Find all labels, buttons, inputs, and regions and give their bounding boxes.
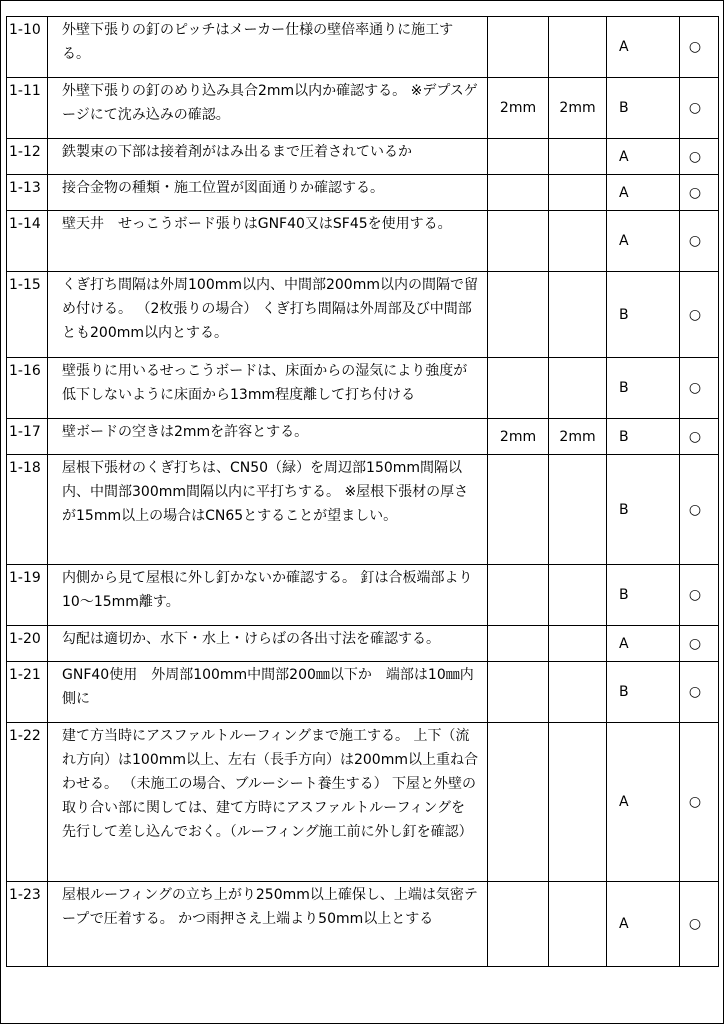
rank-cell-text: A: [619, 916, 629, 932]
table-row: [7, 78, 719, 139]
check-mark: [680, 662, 719, 723]
check-mark-text: ○: [688, 184, 702, 201]
item-description: [48, 17, 488, 78]
measured-value-1: [488, 175, 549, 211]
item-number: [7, 358, 48, 419]
rank-cell: [607, 626, 680, 662]
item-description-text: 内側から見て屋根に外し釘かないか確認する。 釘は合板端部より10～15mm離す。: [62, 570, 473, 610]
table-row: [7, 358, 719, 419]
check-mark-text: ○: [688, 684, 702, 700]
rank-cell: [607, 78, 680, 139]
measured-value-1: [488, 211, 549, 272]
item-description-text: 外壁下張りの釘のめり込み具合2mm以内か確認する。 ※デプスゲージにて沈み込みの確認。: [62, 83, 478, 123]
measured-value-2-text: 2mm: [559, 428, 596, 445]
measured-value-2: [549, 455, 607, 565]
item-description: [48, 78, 488, 139]
measured-value-1: [488, 565, 549, 626]
measured-value-2: [549, 211, 607, 272]
measured-value-2: [549, 78, 607, 139]
item-description: [48, 723, 488, 882]
check-mark: [680, 626, 719, 662]
rank-cell: [607, 723, 680, 882]
item-number-text: 1-15: [9, 277, 41, 293]
item-number: [7, 455, 48, 565]
item-description: [48, 272, 488, 358]
item-number-text: 1-22: [9, 728, 41, 744]
item-number: [7, 882, 48, 967]
item-number-text: 1-19: [9, 570, 41, 586]
table-row: [7, 455, 719, 565]
rank-cell-text: A: [619, 794, 629, 810]
rank-cell-text: B: [619, 306, 629, 323]
check-mark-text: ○: [688, 916, 702, 932]
item-number-text: 1-21: [9, 667, 41, 683]
item-description-text: 接合金物の種類・施工位置が図面通りか確認する。: [62, 180, 384, 196]
rank-cell: [607, 358, 680, 419]
rank-cell: [607, 662, 680, 723]
check-mark-text: ○: [688, 380, 702, 396]
item-number-text: 1-20: [9, 631, 41, 647]
check-mark: [680, 565, 719, 626]
item-number: [7, 723, 48, 882]
measured-value-2: [549, 723, 607, 882]
rank-cell-text: A: [619, 148, 629, 165]
item-number: [7, 139, 48, 175]
rank-cell: [607, 175, 680, 211]
rank-cell: [607, 139, 680, 175]
check-mark-text: ○: [688, 148, 702, 165]
check-mark: [680, 175, 719, 211]
rank-cell: [607, 565, 680, 626]
measured-value-1: [488, 723, 549, 882]
check-mark-text: ○: [688, 39, 702, 55]
item-number: [7, 565, 48, 626]
item-description-text: 壁ボードの空きは2mmを許容とする。: [62, 424, 309, 440]
item-number-text: 1-13: [9, 180, 41, 196]
table-row: [7, 139, 719, 175]
rank-cell: [607, 882, 680, 967]
rank-cell-text: A: [619, 233, 629, 249]
item-number-text: 1-14: [9, 216, 41, 232]
rank-cell-text: B: [619, 428, 629, 445]
item-number-text: 1-12: [9, 144, 41, 160]
item-number-text: 1-10: [9, 22, 41, 38]
check-mark: [680, 17, 719, 78]
item-description-text: 壁天井 せっこうボード張りはGNF40又はSF45を使用する。: [62, 216, 452, 232]
measured-value-1: [488, 78, 549, 139]
check-mark: [680, 419, 719, 455]
rank-cell-text: A: [619, 635, 629, 652]
check-mark: [680, 139, 719, 175]
item-description: [48, 662, 488, 723]
table-row: [7, 626, 719, 662]
item-number: [7, 626, 48, 662]
check-mark: [680, 455, 719, 565]
item-description: [48, 565, 488, 626]
rank-cell-text: B: [619, 501, 629, 518]
table-row: [7, 211, 719, 272]
item-number-text: 1-11: [9, 83, 41, 99]
rank-cell-text: A: [619, 184, 629, 201]
rank-cell-text: B: [619, 587, 629, 603]
item-number-text: 1-18: [9, 460, 41, 476]
measured-value-2: [549, 565, 607, 626]
rank-cell: [607, 419, 680, 455]
check-mark: [680, 211, 719, 272]
measured-value-1: [488, 662, 549, 723]
measured-value-2: [549, 358, 607, 419]
check-mark: [680, 78, 719, 139]
item-number: [7, 662, 48, 723]
item-description: [48, 358, 488, 419]
measured-value-2: [549, 626, 607, 662]
item-description: [48, 419, 488, 455]
measured-value-1: [488, 272, 549, 358]
table-row: [7, 565, 719, 626]
measured-value-2: [549, 272, 607, 358]
rank-cell-text: B: [619, 380, 629, 396]
item-description-text: 屋根下張材のくぎ打ちは、CN50（緑）を周辺部150mm間隔以内、中間部300mm間隔以内に平打ちする。 ※屋根下張材の厚さが15mm以上の場合はCN65とすることが望ましい。: [62, 460, 469, 524]
check-mark: [680, 723, 719, 882]
measured-value-2: [549, 17, 607, 78]
item-description: [48, 211, 488, 272]
item-description-text: 勾配は適切か、水下・水上・けらばの各出寸法を確認する。: [62, 631, 440, 647]
measured-value-1: [488, 882, 549, 967]
check-mark-text: ○: [688, 587, 702, 603]
measured-value-1-text: 2mm: [499, 100, 537, 116]
rank-cell-text: A: [619, 39, 629, 55]
item-description-text: 建て方当時にアスファルトルーフィングまで施工する。 上下（流れ方向）は100mm以上、左右（長手方向）は200mm以上重ね合わせる。 （未施工の場合、ブルーシート養生する） 下屋と外壁の取り合い部に関しては、建て方時にアスファルトルーフィングを先行して差し込んでおく。（ルーフィング施工前に外し釘を確認）: [62, 728, 478, 840]
measured-value-1: [488, 455, 549, 565]
check-mark-text: ○: [688, 428, 702, 445]
measured-value-1: [488, 419, 549, 455]
table-row: [7, 17, 719, 78]
rank-cell-text: B: [619, 684, 629, 700]
check-mark-text: ○: [688, 635, 702, 652]
item-number-text: 1-23: [9, 887, 41, 903]
check-mark-text: ○: [688, 100, 702, 116]
check-mark-text: ○: [688, 233, 702, 249]
measured-value-2-text: 2mm: [559, 100, 596, 116]
measured-value-1: [488, 17, 549, 78]
item-description-text: 鉄製束の下部は接着剤がはみ出るまで圧着されているか: [62, 144, 412, 160]
table-row: [7, 272, 719, 358]
item-number: [7, 272, 48, 358]
table-row: [7, 419, 719, 455]
item-description: [48, 175, 488, 211]
measured-value-2: [549, 419, 607, 455]
check-mark: [680, 272, 719, 358]
rank-cell: [607, 272, 680, 358]
table-row: [7, 882, 719, 967]
item-description-text: GNF40使用 外周部100mm中間部200㎜以下か 端部は10㎜内側に: [62, 667, 474, 707]
check-mark: [680, 358, 719, 419]
item-number: [7, 419, 48, 455]
item-number: [7, 78, 48, 139]
item-number-text: 1-17: [9, 424, 41, 440]
measured-value-1: [488, 139, 549, 175]
rank-cell: [607, 455, 680, 565]
item-description-text: 屋根ルーフィングの立ち上がり250mm以上確保し、上端は気密テープで圧着する。 かつ雨押さえ上端より50mm以上とする: [62, 887, 478, 927]
table-row: [7, 175, 719, 211]
rank-cell-text: B: [619, 100, 629, 116]
item-description-text: 外壁下張りの釘のピッチはメーカー仕様の壁倍率通りに施工する。: [62, 22, 454, 62]
item-description: [48, 626, 488, 662]
item-description: [48, 139, 488, 175]
item-description: [48, 455, 488, 565]
item-number: [7, 175, 48, 211]
item-number-text: 1-16: [9, 363, 41, 379]
table-row: [7, 723, 719, 882]
rank-cell: [607, 17, 680, 78]
item-description: [48, 882, 488, 967]
rank-cell: [607, 211, 680, 272]
measured-value-1: [488, 358, 549, 419]
measured-value-2: [549, 662, 607, 723]
item-number: [7, 17, 48, 78]
measured-value-2: [549, 882, 607, 967]
table-row: [7, 662, 719, 723]
check-mark-text: ○: [688, 794, 702, 810]
check-mark: [680, 882, 719, 967]
check-mark-text: ○: [688, 306, 702, 323]
inspection-checklist-table: [6, 16, 719, 967]
measured-value-1: [488, 626, 549, 662]
measured-value-2: [549, 175, 607, 211]
item-description-text: くぎ打ち間隔は外周100mm以内、中間部200mm以内の間隔で留め付ける。 （2枚張りの場合） くぎ打ち間隔は外周部及び中間部とも200mm以内とする。: [62, 277, 478, 341]
item-description-text: 壁張りに用いるせっこうボードは、床面からの湿気により強度が低下しないように床面から13mm程度離して打ち付ける: [62, 363, 468, 403]
measured-value-2: [549, 139, 607, 175]
check-mark-text: ○: [688, 501, 702, 518]
item-number: [7, 211, 48, 272]
measured-value-1-text: 2mm: [499, 428, 537, 445]
